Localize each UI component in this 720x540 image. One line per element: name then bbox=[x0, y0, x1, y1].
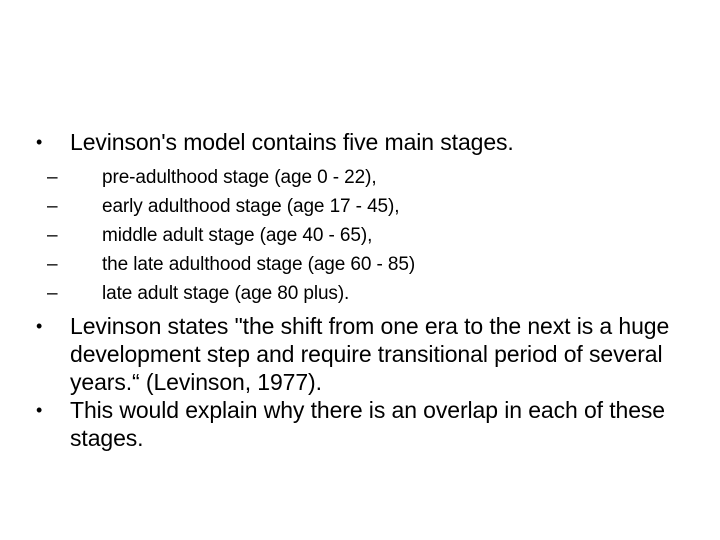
stage-text: late adult stage (age 80 plus). bbox=[102, 283, 350, 304]
stage-text: pre-adulthood stage (age 0 - 22), bbox=[102, 167, 377, 188]
bullet-item-1 bbox=[36, 128, 686, 156]
dash-icon: – bbox=[47, 167, 58, 188]
stage-item bbox=[36, 163, 686, 192]
bullet-text: This would explain why there is an overlap in each of these stages. bbox=[70, 397, 665, 451]
bullet-item-3 bbox=[36, 396, 686, 452]
bullet-text: Levinson states "the shift from one era to the next is a huge development step and require transitional period of several years.“ (Levinson, 1977). bbox=[70, 313, 670, 395]
stage-text: the late adulthood stage (age 60 - 85) bbox=[102, 254, 416, 275]
bullet-icon: • bbox=[36, 316, 43, 336]
stage-item bbox=[36, 192, 686, 221]
dash-icon: – bbox=[47, 196, 58, 217]
bullet-text: Levinson's model contains five main stages. bbox=[70, 129, 514, 155]
stage-text: middle adult stage (age 40 - 65), bbox=[102, 225, 373, 246]
stage-item bbox=[36, 221, 686, 250]
bullet-item-2 bbox=[36, 312, 686, 396]
dash-icon: – bbox=[47, 225, 58, 246]
stage-item bbox=[36, 250, 686, 279]
dash-icon: – bbox=[47, 283, 58, 304]
slide-body bbox=[36, 128, 686, 452]
dash-icon: – bbox=[47, 254, 58, 275]
stage-text: early adulthood stage (age 17 - 45), bbox=[102, 196, 400, 217]
bullet-icon: • bbox=[36, 400, 43, 420]
stage-item bbox=[36, 279, 686, 308]
bullet-icon: • bbox=[36, 132, 43, 152]
stage-list bbox=[36, 163, 686, 308]
